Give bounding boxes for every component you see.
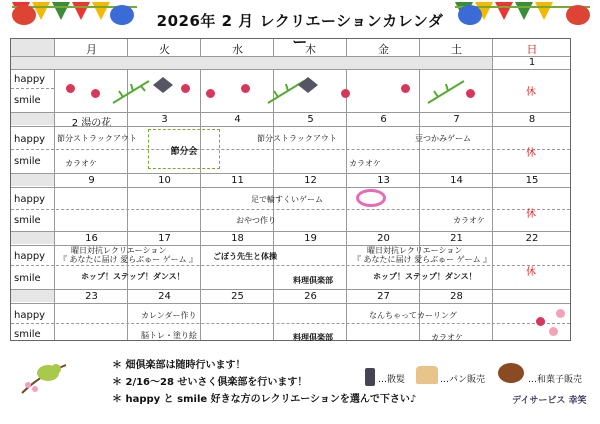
day-number: 9 bbox=[88, 175, 95, 186]
event-label: 脳トレ・塗り絵 bbox=[141, 331, 197, 340]
event-label: 曜日対抗レクリエーション bbox=[367, 246, 463, 255]
day-number: 20 bbox=[377, 233, 390, 244]
weekday-wed: 水 bbox=[232, 43, 243, 56]
day-number: 10 bbox=[158, 175, 171, 186]
bread-icon bbox=[416, 366, 438, 384]
row-label-happy: happy bbox=[14, 74, 46, 85]
flower-icon bbox=[466, 89, 475, 98]
day-number: 28 bbox=[450, 291, 463, 302]
event-label: ごぼう先生と体操 bbox=[213, 252, 277, 261]
event-label: 節分ストラックアウト bbox=[257, 134, 337, 143]
day-number: 15 bbox=[525, 175, 539, 186]
rest-label: 休 bbox=[526, 87, 536, 98]
blue-oni-icon bbox=[110, 5, 134, 25]
flower-icon bbox=[91, 89, 100, 98]
day-number: 17 bbox=[158, 233, 171, 244]
event-label: 料理倶楽部 bbox=[293, 276, 333, 285]
event-label: 足で輪すくいゲーム bbox=[251, 195, 323, 204]
plum-branch-icon bbox=[111, 77, 151, 107]
day-number: 14 bbox=[450, 175, 463, 186]
row-label-happy: happy bbox=[14, 134, 46, 145]
setsubun-box: 節分会 bbox=[148, 129, 220, 169]
blue-oni-icon bbox=[458, 5, 482, 25]
note-item: ＊ happy と smile 好きな方のレクリエーションを選んで下さい♪ bbox=[112, 394, 417, 405]
row-label-smile: smile bbox=[14, 95, 41, 106]
plum-branch-icon bbox=[426, 77, 466, 107]
event-label: カラオケ bbox=[65, 159, 97, 168]
row-label-happy: happy bbox=[14, 251, 46, 262]
event-label: 節分ストラックアウト bbox=[57, 134, 137, 143]
ring-icon bbox=[356, 189, 386, 207]
bird-icon bbox=[20, 355, 68, 395]
note-item: ＊ 2/16～28 せいさく倶楽部を行います！ bbox=[112, 377, 308, 388]
day-number: 24 bbox=[158, 291, 171, 302]
day-number: 5 bbox=[307, 114, 314, 125]
oni-mask-icon bbox=[151, 75, 175, 95]
oni-mask-icon bbox=[296, 75, 320, 95]
event-label: カラオケ bbox=[349, 159, 381, 168]
day-number: 11 bbox=[231, 175, 244, 186]
day-number: 19 bbox=[304, 233, 317, 244]
event-label: カラオケ bbox=[453, 216, 485, 225]
flower-icon bbox=[206, 89, 215, 98]
flower-icon bbox=[241, 84, 250, 93]
row-label-smile: smile bbox=[14, 156, 41, 167]
flower-icon bbox=[556, 309, 565, 318]
event-label: 豆つかみゲーム bbox=[415, 134, 471, 143]
day-number: 25 bbox=[231, 291, 244, 302]
calendar-grid bbox=[10, 38, 571, 341]
legend-haircut: …散髪 bbox=[378, 375, 406, 385]
day-number: 18 bbox=[231, 233, 244, 244]
event-label: なんちゃってカーリング bbox=[369, 311, 457, 320]
day-number: 2 湯の花 bbox=[71, 118, 112, 129]
event-label: ホップ！ステップ！ダンス！ bbox=[81, 272, 185, 281]
flower-icon bbox=[401, 84, 410, 93]
weekday-mon: 月 bbox=[86, 43, 97, 56]
red-oni-icon bbox=[566, 5, 590, 25]
barber-pole-icon bbox=[365, 368, 375, 386]
day-number: 23 bbox=[85, 291, 98, 302]
day-number: 7 bbox=[453, 114, 460, 125]
weekday-tue: 火 bbox=[159, 43, 170, 56]
event-label: カラオケ bbox=[431, 333, 463, 342]
row-label-happy: happy bbox=[14, 194, 46, 205]
row-label-smile: smile bbox=[14, 329, 41, 340]
logo: デイサービス 幸笑 bbox=[512, 396, 587, 406]
row-label-smile: smile bbox=[14, 215, 41, 226]
day-number: 16 bbox=[85, 233, 98, 244]
day-number: 12 bbox=[304, 175, 317, 186]
flower-icon bbox=[549, 327, 558, 336]
event-label: カレンダー作り bbox=[141, 311, 197, 320]
wagashi-icon bbox=[498, 363, 524, 383]
day-number: 4 bbox=[234, 114, 241, 125]
day-number: 26 bbox=[304, 291, 317, 302]
day-number: 6 bbox=[380, 114, 387, 125]
day-number: 13 bbox=[377, 175, 390, 186]
flower-icon bbox=[181, 84, 190, 93]
weekday-sun: 日 bbox=[526, 43, 538, 56]
rest-label: 休 bbox=[526, 148, 536, 159]
note-item: ＊ 畑倶楽部は随時行います！ bbox=[112, 360, 246, 371]
flower-icon bbox=[341, 89, 350, 98]
day-number: 1 bbox=[528, 57, 536, 68]
weekday-sat: 土 bbox=[451, 43, 462, 56]
day-number: 21 bbox=[450, 233, 463, 244]
weekday-thu: 木 bbox=[305, 43, 316, 56]
event-label: 『 あなたに届け 愛らぶゅー ゲーム 』 bbox=[353, 255, 492, 264]
rest-label: 休 bbox=[526, 267, 536, 278]
flower-icon bbox=[66, 84, 75, 93]
event-label: 料理倶楽部 bbox=[293, 333, 333, 342]
day-number: 27 bbox=[377, 291, 390, 302]
row-label-smile: smile bbox=[14, 273, 41, 284]
day-number: 3 bbox=[161, 114, 168, 125]
red-oni-icon bbox=[12, 5, 36, 25]
event-label: おやつ作り bbox=[236, 216, 276, 225]
event-label: 曜日対抗レクリエーション bbox=[71, 246, 167, 255]
legend-sweets: …和菓子販売 bbox=[528, 375, 583, 385]
event-label: 『 あなたに届け 愛らぶゅー ゲーム 』 bbox=[59, 255, 198, 264]
page-title: 2026年 2 月 レクリエーションカレンダー bbox=[156, 12, 444, 51]
weekday-fri: 金 bbox=[378, 43, 389, 56]
day-number: 8 bbox=[528, 114, 536, 125]
flower-icon bbox=[536, 317, 545, 326]
row-label-happy: happy bbox=[14, 310, 46, 321]
day-number: 22 bbox=[525, 233, 539, 244]
rest-label: 休 bbox=[526, 209, 536, 220]
legend-bread: …パン販売 bbox=[440, 375, 486, 385]
event-label: ホップ！ステップ！ダンス！ bbox=[373, 272, 477, 281]
